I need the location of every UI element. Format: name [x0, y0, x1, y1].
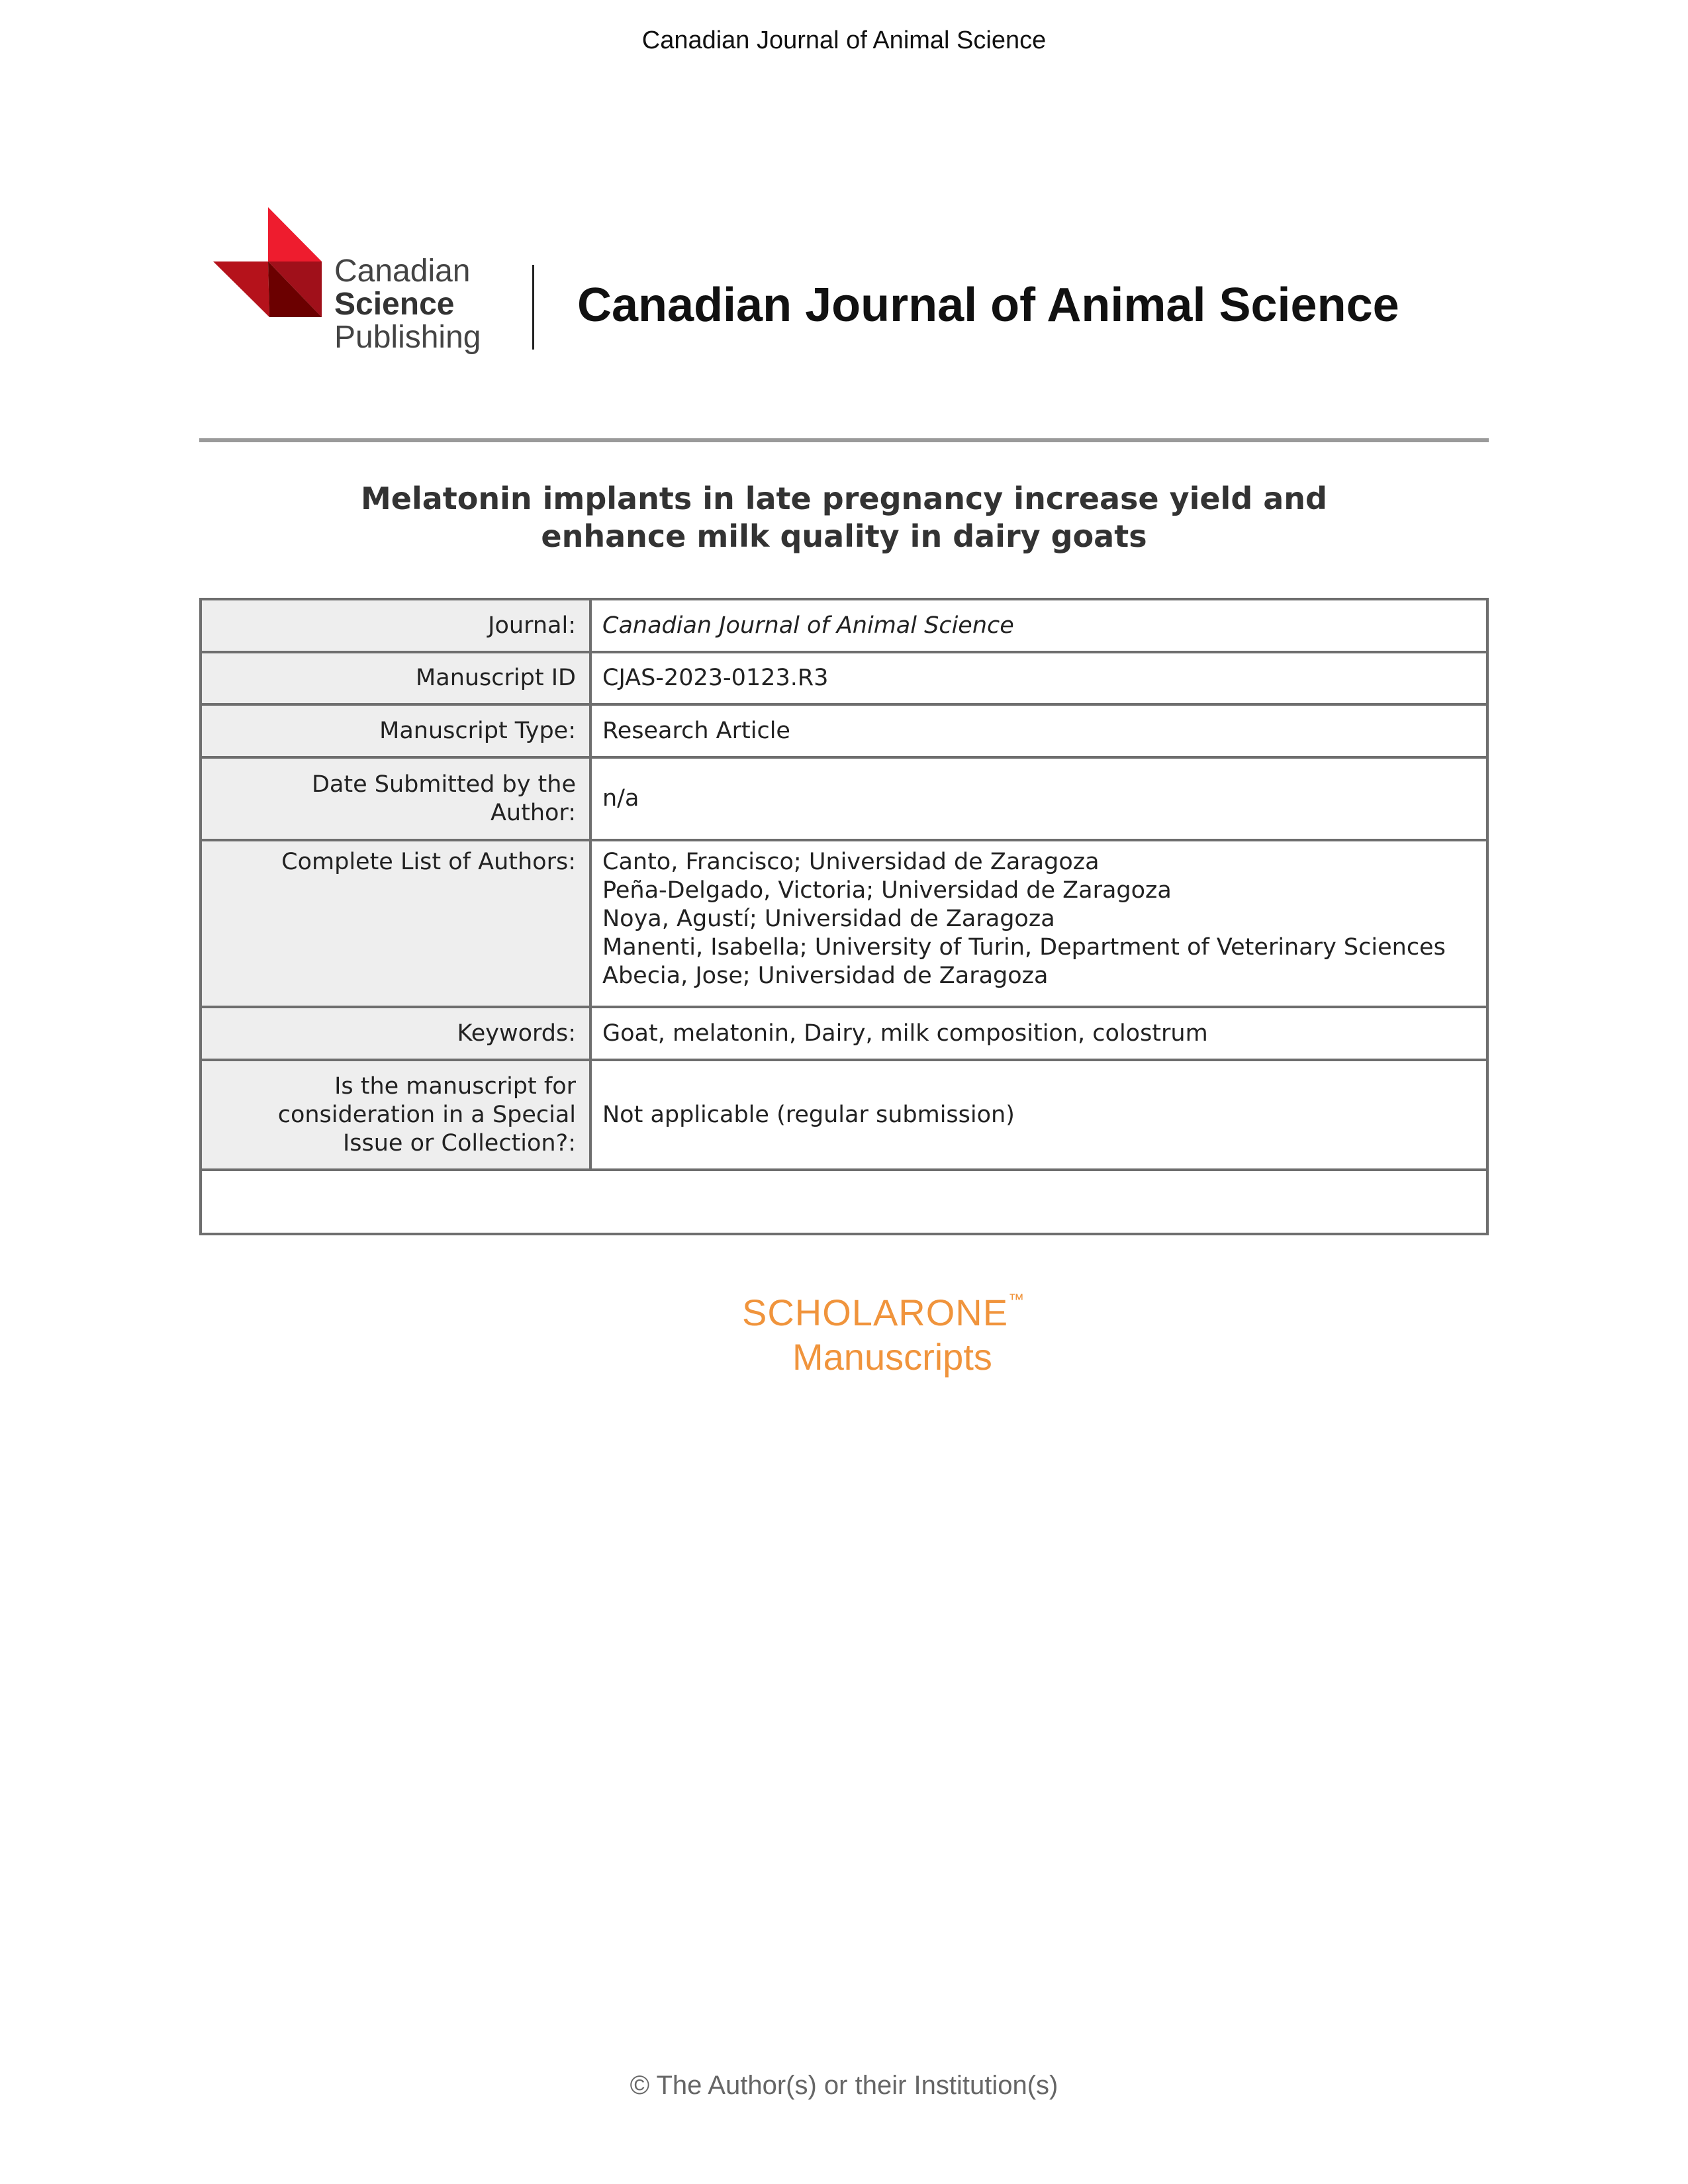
publisher-line3: Publishing	[334, 320, 481, 355]
special-issue-label-line: consideration in a Special	[277, 1101, 576, 1128]
special-issue-label-line: Is the manuscript for	[334, 1072, 576, 1100]
trademark-symbol: ™	[1008, 1291, 1025, 1309]
manuscript-type-label: Manuscript Type:	[201, 704, 590, 757]
table-row	[201, 599, 1487, 652]
publisher-line2: Science	[334, 287, 455, 322]
table-row	[201, 1060, 1487, 1170]
author-item: Canto, Francisco; Universidad de Zaragoza	[602, 849, 1100, 875]
special-issue-value: Not applicable (regular submission)	[590, 1060, 1487, 1170]
manuscript-id-label: Manuscript ID	[201, 652, 590, 704]
date-submitted-label	[201, 757, 590, 840]
manuscript-info-table	[199, 598, 1489, 1235]
authors-label: Complete List of Authors:	[201, 840, 590, 1007]
table-row	[201, 1007, 1487, 1060]
scholarone-logo	[742, 1291, 1025, 1334]
special-issue-label-line: Issue or Collection?:	[342, 1129, 576, 1157]
keywords-label: Keywords:	[201, 1007, 590, 1060]
date-submitted-label-line: Author:	[490, 799, 576, 826]
logo-divider	[532, 265, 534, 350]
publisher-name	[334, 255, 481, 354]
journal-title: Canadian Journal of Animal Science	[577, 279, 1399, 332]
special-issue-label	[201, 1060, 590, 1170]
manuscript-id-value: CJAS-2023-0123.R3	[590, 652, 1487, 704]
copyright-footer: © The Author(s) or their Institution(s)	[630, 2071, 1058, 2100]
author-item: Abecia, Jose; Universidad de Zaragoza	[602, 963, 1049, 989]
running-head: Canadian Journal of Animal Science	[641, 26, 1047, 54]
article-title	[199, 480, 1489, 555]
table-row-empty	[201, 1170, 1487, 1234]
manuscript-type-value: Research Article	[590, 704, 1487, 757]
article-title-line2: enhance milk quality in dairy goats	[541, 518, 1147, 554]
keywords-value: Goat, melatonin, Dairy, milk composition, colostrum	[590, 1007, 1487, 1060]
date-submitted-label-line: Date Submitted by the	[311, 771, 576, 798]
article-title-line1: Melatonin implants in late pregnancy increase yield and	[361, 481, 1327, 516]
author-item: Peña-Delgado, Victoria; Universidad de Zaragoza	[602, 877, 1172, 904]
scholarone-product: Manuscripts	[792, 1336, 992, 1378]
empty-cell	[201, 1170, 1487, 1234]
table-row	[201, 652, 1487, 704]
author-item: Noya, Agustí; Universidad de Zaragoza	[602, 906, 1055, 932]
scholarone-brand: SCHOLARONE	[742, 1292, 1009, 1333]
csp-logo-icon	[199, 199, 331, 331]
date-submitted-value: n/a	[590, 757, 1487, 840]
table-row	[201, 757, 1487, 840]
horizontal-rule	[199, 438, 1489, 442]
publisher-line1: Canadian	[334, 254, 471, 289]
journal-value: Canadian Journal of Animal Science	[590, 599, 1487, 652]
journal-label: Journal:	[201, 599, 590, 652]
authors-value	[590, 840, 1487, 1007]
author-item: Manenti, Isabella; University of Turin, Department of Veterinary Sciences	[602, 934, 1446, 961]
table-row	[201, 704, 1487, 757]
table-row	[201, 840, 1487, 1007]
